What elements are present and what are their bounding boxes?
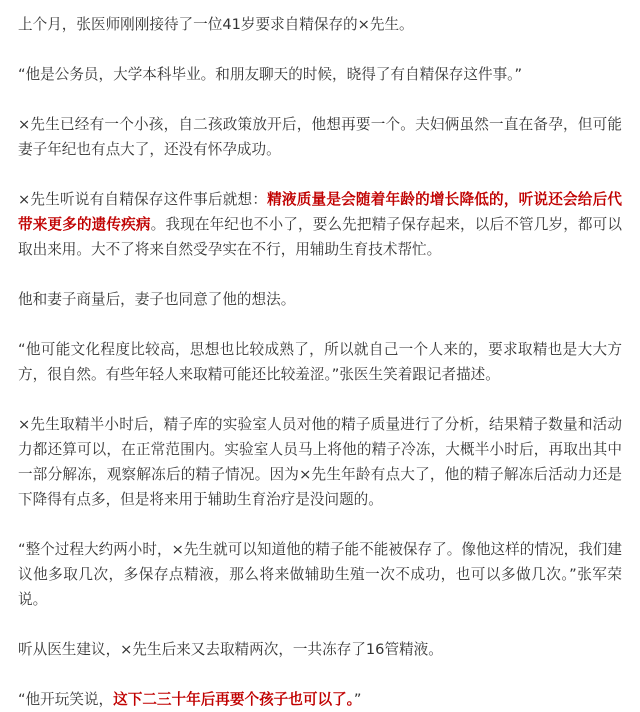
paragraph: [18, 537, 622, 612]
paragraph: [18, 687, 622, 712]
paragraph: [18, 12, 622, 37]
paragraph-text: ×先生取精半小时后，精子库的实验室人员对他的精子质量进行了分析，结果精子数量和活动力都还算可以，在正常范围内。实验室人员马上将他的精子冷冻，大概半小时后，再取出其中一部分解冻，观察解冻后的精子情况。因为×先生年龄有点大了，他的精子解冻后活动力还是下降得有点多，但是将来用于辅助生育治疗是没问题的。: [18, 416, 622, 508]
paragraph-text: “他开玩笑说，: [18, 691, 114, 708]
paragraph: [18, 287, 622, 312]
paragraph-text: 他和妻子商量后，妻子也同意了他的想法。: [18, 291, 296, 308]
paragraph: [18, 62, 622, 87]
highlighted-text: 这下二三十年后再要个孩子也可以了。: [113, 691, 354, 708]
paragraph: [18, 412, 622, 512]
paragraph: [18, 187, 622, 262]
paragraph-text: “他可能文化程度比较高，思想也比较成熟了，所以就自己一个人来的，要求取精也是大大方方，很自然。有些年轻人来取精可能还比较羞涩。”张医生笑着跟记者描述。: [18, 341, 622, 383]
highlighted-text: 精液质量是会随着年龄的增长降低的，听说还会给后代带来更多的遗传疾病: [18, 191, 622, 233]
paragraph-text: ”: [353, 691, 362, 708]
paragraph: [18, 637, 622, 662]
paragraph-text: 上个月，张医师刚刚接待了一位41岁要求自精保存的×先生。: [18, 16, 414, 33]
paragraph-text: “整个过程大约两小时，×先生就可以知道他的精子能不能被保存了。像他这样的情况，我们建议他多取几次，多保存点精液，那么将来做辅助生殖一次不成功，也可以多做几次。”张军荣说。: [18, 541, 622, 608]
paragraph-text: “他是公务员，大学本科毕业。和朋友聊天的时候，晓得了有自精保存这件事。”: [18, 66, 523, 83]
paragraph-text: 。我现在年纪也不小了，要么先把精子保存起来，以后不管几岁，都可以取出来用。大不了将来自然受孕实在不行，用辅助生育技术帮忙。: [18, 216, 622, 258]
paragraph-text: 听从医生建议，×先生后来又去取精两次，一共冻存了16管精液。: [18, 641, 443, 658]
paragraph-text: ×先生已经有一个小孩，自二孩政策放开后，他想再要一个。夫妇俩虽然一直在备孕，但可能妻子年纪也有点大了，还没有怀孕成功。: [18, 116, 622, 158]
paragraph-text: ×先生听说有自精保存这件事后就想：: [18, 191, 268, 208]
paragraph: [18, 112, 622, 162]
paragraph: [18, 337, 622, 387]
